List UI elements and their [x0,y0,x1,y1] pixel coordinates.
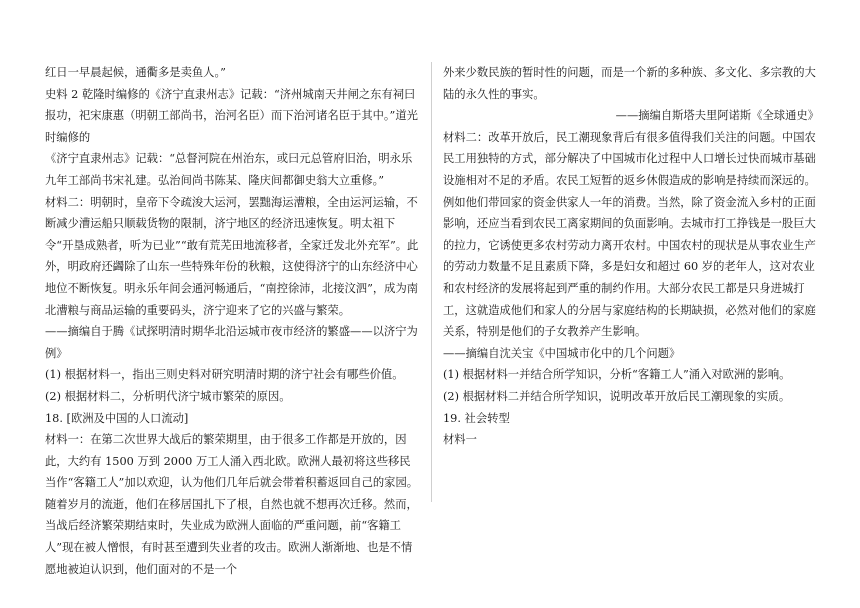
question-18-title: 18. [欧洲及中国的人口流动] [45,411,189,425]
source-2-paragraph: 史料 2 乾隆时编修的《济宁直隶州志》记载：“济州城南天井闸之东有祠曰报功，祀宋康惠（明朝工部尚书，治河名臣）而下治河诸名臣于其中。”道光时编修的 [45,87,418,144]
left-column [45,62,421,580]
question-18-2: (2) 根据材料二并结合所学知识，说明改革开放后民工潮现象的实质。 [443,389,791,403]
question-19-material-1-label: 材料一 [443,433,477,447]
source-1-ending: 红日一早晨起候，通衢多是卖鱼人。” [45,66,226,79]
material-2-paragraph: 材料二：明朝时，皇帝下令疏浚大运河，罢黜海运漕粮，全由运河运输，不断减少漕运船只顺载货物的限制，济宁地区的经济迅速恢复。明太祖下令“开垦成熟者，听为已业”“敢有荒芜田地流移者，全家迁发北外充军”。此外，明政府还蠲除了山东一些特殊年份的秋粮，这使得济宁的山东经济中心地位不断恢复。明永乐年间会通河畅通后，“南控徐沛，北接汶泗”，成为南北漕粮与商品运输的重要码头，济宁迎来了它的兴盛与繁荣。 [45,195,419,317]
material-2-citation-right: ——摘编自沈关宝《中国城市化中的几个问题》 [443,346,681,360]
question-19-title: 19. 社会转型 [443,411,510,425]
question-18-material-1: 材料一：在第二次世界大战后的繁荣期里，由于很多工作都是开放的，因此，大约有 1500 万到 2000 万工人涌入西北欧。欧洲人最初将这些移民当作“客籍工人”加以欢迎，认为他们几年后就会带着积蓄返回自己的家园。随着岁月的流逝，他们在移居国扎下了根，自然也就不想再次迁移。然而，当战后经济繁荣期结束时，失业成为欧洲人面临的严重问题，前“客籍工人”现在被人憎恨，有时甚至遭到失业者的攻击。欧洲人渐渐地、也是不情愿地被迫认识到，他们面对的不是一个 [45,433,419,576]
source-2-continuation: 《济宁直隶州志》记载：“总督河院在州治东，或曰元总管府旧治，明永乐九年工部尚书宋礼建。弘治间尚书陈某、隆庆间都御史翁大立重修。” [45,152,413,187]
material-1-continuation: 外来少数民族的暂时性的问题，而是一个新的多种族、多文化、多宗教的大陆的永久性的事实。 [443,66,816,101]
material-2-citation: ——摘编自于腾《试探明清时期华北沿运城市夜市经济的繁盛——以济宁为例》 [45,325,418,360]
right-column [443,62,819,451]
column-divider [431,62,432,502]
question-18-material-2: 材料二：改革开放后，民工潮现象背后有很多值得我们关注的问题。中国农民工用独特的方式，部分解决了中国城市化过程中人口增长过快而城市基础设施相对不足的矛盾。农民工短暂的返乡休假造成的影响是持续而深远的。例如他们带回家的资金供家人一年的消费。当然，除了资金流入乡村的正面影响，还应当看到农民工离家期间的负面影响。去城市打工挣钱是一股巨大的拉力，它诱使更多农村劳动力离开农村。中国农村的现状是从事农业生产的劳动力数量不足且素质下降，多是妇女和超过 60 岁的老年人，这对农业和农村经济的发展将起到严重的制约作用。大部分农民工都是只身进城打工，这就造成他们和家人的分居与家庭结构的长期缺损，必然对他们的家庭关系，特别是他们的子女教养产生影响。 [443,130,816,339]
question-17-1: (1) 根据材料一，指出三则史料对研究明清时期的济宁社会有哪些价值。 [45,368,404,382]
question-18-1: (1) 根据材料一并结合所学知识，分析“客籍工人”涌入对欧洲的影响。 [443,368,791,382]
question-17-2: (2) 根据材料二，分析明代济宁城市繁荣的原因。 [45,389,291,403]
material-1-citation: ——摘编自斯塔夫里阿诺斯《全球通史》 [615,109,819,123]
